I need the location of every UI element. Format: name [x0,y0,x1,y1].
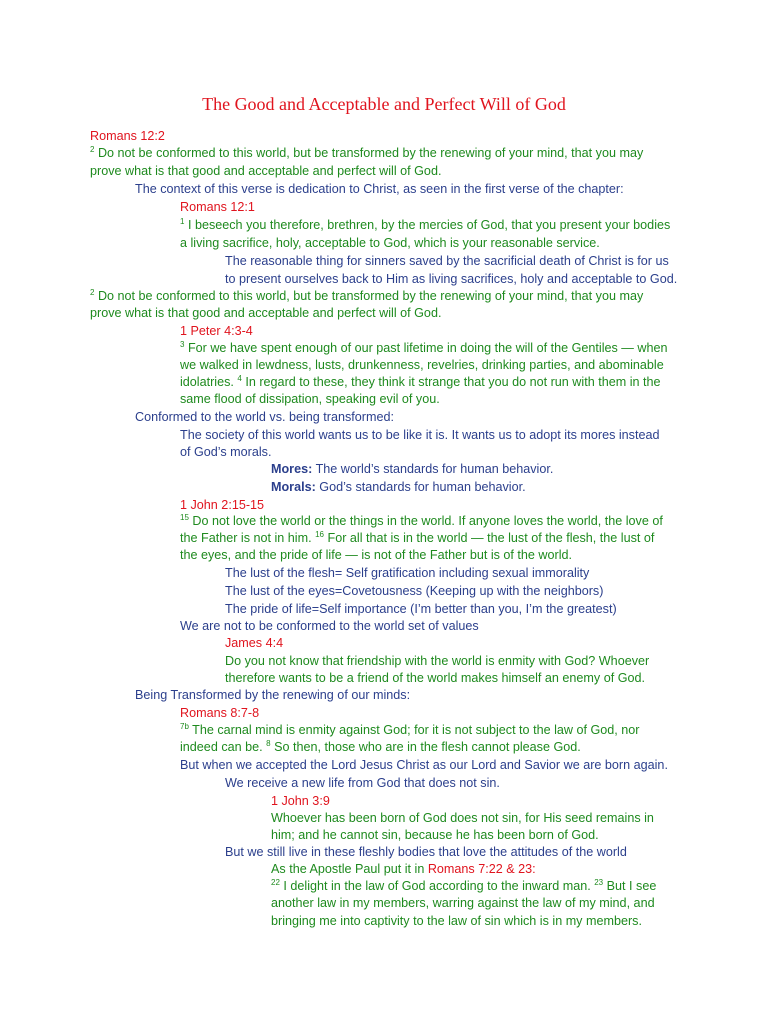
text-segment: prove what is that good and acceptable and perfect will of God. [90,306,442,320]
verse-number: 23 [594,878,604,887]
text-line [225,583,603,601]
text-segment: the Father is not in him. [180,531,316,545]
text-segment: therefore wants to be a friend of the world makes himself an enemy of God. [225,671,646,685]
text-line [180,427,659,445]
text-line [225,253,669,271]
text-segment: a living sacrifice, holy, acceptable to God, which is your reasonable service. [180,236,600,250]
text-segment: the eyes, and the pride of life — is not of the Father but is of the world. [180,548,573,562]
text-line [180,618,479,636]
text-segment: But when we accepted the Lord Jesus Christ as our Lord and Savior we are born again. [180,758,668,772]
text-line [225,844,627,862]
scripture-reference: Romans 7:22 & 23: [427,862,536,876]
text-segment: we walked in lewdness, lusts, drunkenness, revelries, drinking parties, and abominable [180,358,664,372]
verse-number: 8 [266,739,271,748]
verse-number: 15 [180,513,189,522]
text-line [90,128,165,146]
text-segment: Do not love the world or the things in the world. If anyone loves the world, the love of [188,514,663,528]
text-segment: idolatries. [180,375,238,389]
text-segment: As the Apostle Paul put it in [271,862,428,876]
text-segment: So then, those who are in the flesh cannot please God. [270,740,581,754]
text-segment: The lust of the flesh= Self gratification including sexual immorality [225,566,590,580]
verse-number: 1 [180,217,185,226]
text-line [180,739,581,757]
scripture-reference: Romans 8:7-8 [180,706,260,720]
text-segment: Morals: [271,480,316,494]
text-segment: But I see [603,879,657,893]
text-segment: bringing me into captivity to the law of sin which is in my members. [271,914,642,928]
text-segment: of God’s morals. [180,445,272,459]
text-segment: same flood of dissipation, speaking evil of you. [180,392,440,406]
text-line [180,323,253,341]
text-line [225,565,589,583]
text-segment: Conformed to the world vs. being transformed: [135,410,394,424]
text-line [180,357,664,375]
verse-number: 16 [315,530,325,539]
text-segment: Whoever has been born of God does not sin, for His seed remains in [271,811,654,825]
text-line [225,635,283,653]
text-line [180,199,255,217]
text-line [180,530,654,548]
text-segment: The reasonable thing for sinners saved by the sacrificial death of Christ is for us [225,254,669,268]
text-line [225,271,677,289]
text-line [271,461,553,479]
verse-number: 4 [237,374,242,383]
text-line [180,340,668,358]
text-line [135,687,410,705]
text-line [90,163,441,181]
verse-number: 2 [90,288,95,297]
text-line [225,775,500,793]
text-line [271,793,330,811]
text-line [180,374,661,392]
text-segment: The world’s standards for human behavior. [312,462,554,476]
scripture-reference: 1 John 2:15-15 [180,498,265,512]
text-line [180,391,440,409]
text-segment: But we still live in these fleshly bodies that love the attitudes of the world [225,845,627,859]
text-segment: The carnal mind is enmity against God; for it is not subject to the law of God, nor [188,723,640,737]
text-line [180,705,259,723]
text-line [225,670,645,688]
text-line [180,757,668,775]
text-line [90,305,441,323]
text-line [180,217,670,235]
text-segment: him; and he cannot sin, because he has been born of God. [271,828,599,842]
text-line [271,895,655,913]
scripture-reference: 1 Peter 4:3-4 [180,324,253,338]
verse-number: 3 [180,340,185,349]
text-segment: Do you not know that friendship with the world is enmity with God? Whoever [225,654,650,668]
text-line [180,722,639,740]
text-line [90,145,643,163]
text-line [90,288,643,306]
text-line [271,861,536,879]
text-segment: indeed can be. [180,740,267,754]
scripture-reference: 1 John 3:9 [271,794,330,808]
text-line [180,497,264,515]
text-line [135,181,624,199]
verse-number: 7b [180,722,189,731]
text-line [271,878,656,896]
text-line [225,653,649,671]
scripture-reference: Romans 12:2 [90,129,165,143]
text-segment: I beseech you therefore, brethren, by the mercies of God, that you present your bodies [184,218,671,232]
text-segment: The pride of life=Self importance (I’m better than you, I’m the greatest) [225,602,617,616]
text-line [180,547,572,565]
text-line [271,479,526,497]
text-segment: another law in my members, warring against the law of my mind, and [271,896,655,910]
text-line [271,827,599,845]
verse-number: 2 [90,145,95,154]
text-segment: We are not to be conformed to the world set of values [180,619,479,633]
text-segment: God’s standards for human behavior. [315,480,526,494]
scripture-reference: Romans 12:1 [180,200,255,214]
text-segment: The context of this verse is dedication to Christ, as seen in the first verse of the chapter: [135,182,624,196]
text-segment: Do not be conformed to this world, but be transformed by the renewing of your mind, that you may [94,289,644,303]
scripture-reference: James 4:4 [225,636,284,650]
text-segment: I delight in the law of God according to the inward man. [279,879,595,893]
text-segment: For all that is in the world — the lust of the flesh, the lust of [324,531,655,545]
text-line [180,444,271,462]
text-segment: The society of this world wants us to be like it is. It wants us to adopt its mores instead [180,428,660,442]
text-line [180,513,663,531]
text-segment: prove what is that good and acceptable and perfect will of God. [90,164,442,178]
text-segment: Mores: [271,462,313,476]
text-segment: The lust of the eyes=Covetousness (Keeping up with the neighbors) [225,584,604,598]
text-line [180,235,600,253]
text-line [271,913,642,931]
text-segment: Being Transformed by the renewing of our minds: [135,688,411,702]
text-line [225,601,617,619]
text-segment: We receive a new life from God that does not sin. [225,776,500,790]
text-segment: Do not be conformed to this world, but be transformed by the renewing of your mind, that you may [94,146,644,160]
text-segment: In regard to these, they think it strange that you do not run with them in the [241,375,661,389]
text-line [271,810,654,828]
text-line [135,409,394,427]
text-segment: For we have spent enough of our past lifetime in doing the will of the Gentiles — when [184,341,668,355]
text-segment: to present ourselves back to Him as living sacrifices, holy and acceptable to God. [225,272,678,286]
document-title: The Good and Acceptable and Perfect Will of God [202,94,566,114]
verse-number: 22 [271,878,280,887]
